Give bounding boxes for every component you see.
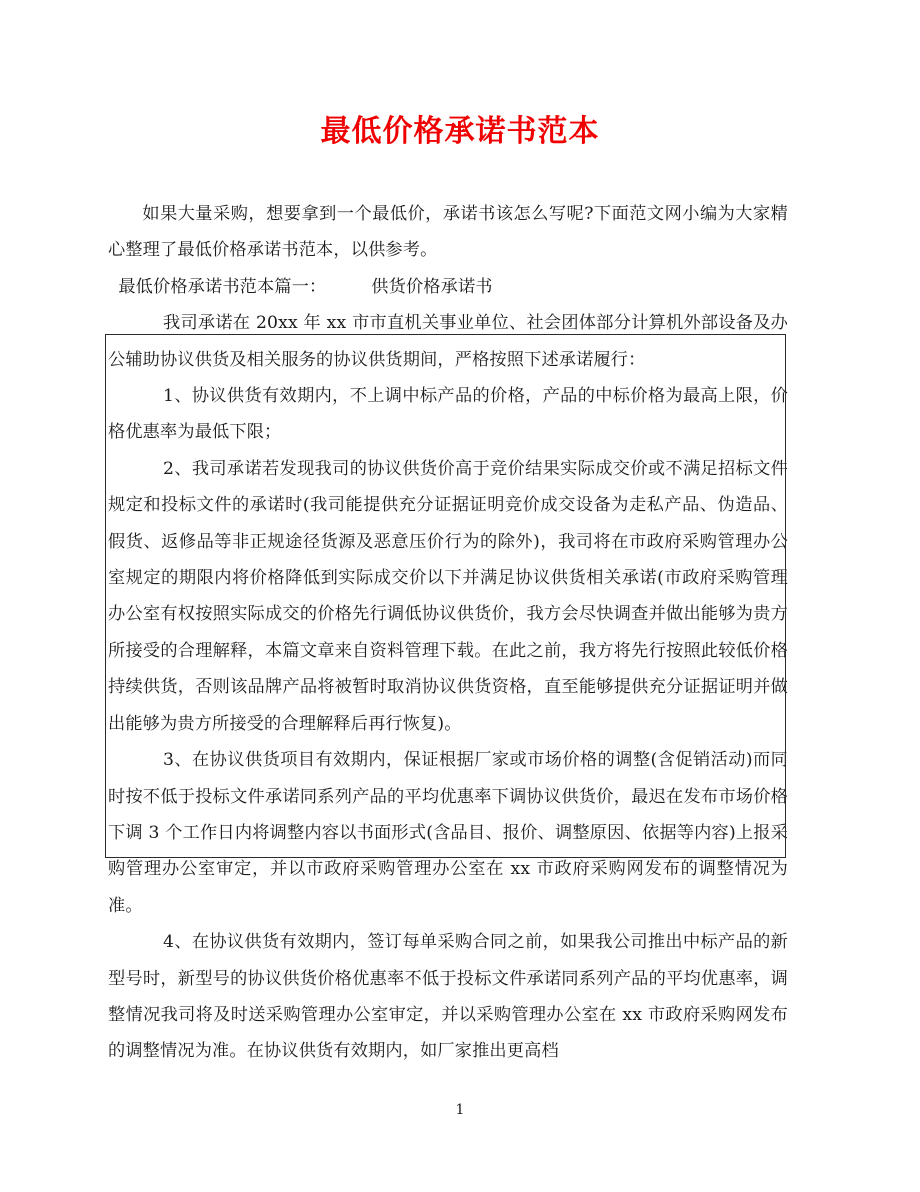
page-title: 最低价格承诺书范本 — [320, 114, 600, 149]
paragraph-item-2: 2、我司承诺若发现我司的协议供货价高于竞价结果实际成交价或不满足招标文件规定和投标文件的承诺时(我司能提供充分证据证明竞价成交设备为走私产品、伪造品、假货、返修品等非正规途径货源及恶意压价行为的除外)，我司将在市政府采购管理办公室规定的期限内将价格降低到实际成交价以下并满足协议供货相关承诺(市政府采购管理办公室有权按照实际成交的价格先行调低协议供货价，我方会尽快调查并做出能够为贵方所接受的合理解释，本篇文章来自资料管理下载。在此之前，我方将先行按照此较低价格持续供货，否则该品牌产品将被暂时取消协议供货资格，直至能够提供充分证据证明并做出能够为贵方所接受的合理解释后再行恢复)。 — [108, 458, 788, 734]
paragraph-section-heading: 最低价格承诺书范本篇一： 供货价格承诺书 — [118, 276, 493, 297]
paragraph-item-1: 1、协议供货有效期内，不上调中标产品的价格，产品的中标价格为最高上限，价格优惠率为最低下限； — [108, 386, 788, 443]
paragraph-intro: 如果大量采购，想要拿到一个最低价，承诺书该怎么写呢?下面范文网小编为大家精心整理了最低价格承诺书范本，以供参考。 — [108, 204, 788, 261]
paragraph-commitment-opening: 我司承诺在 20xx 年 xx 市市直机关事业单位、社会团体部分计算机外部设备及办公辅助协议供货及相关服务的协议供货期间，严格按照下述承诺履行： — [108, 313, 788, 370]
page-number: 1 — [455, 1102, 465, 1118]
document-body — [108, 196, 788, 1070]
paragraph-item-4: 4、在协议供货有效期内，签订每单采购合同之前，如果我公司推出中标产品的新型号时，新型号的协议供货价格优惠率不低于投标文件承诺同系列产品的平均优惠率，调整情况我司将及时送采购管理办公室审定，并以采购管理办公室在 xx 市政府采购网发布的调整情况为准。在协议供货有效期内，如厂家推出更高档 — [108, 932, 788, 1062]
paragraph-item-3: 3、在协议供货项目有效期内，保证根据厂家或市场价格的调整(含促销活动)而同时按不低于投标文件承诺同系列产品的平均优惠率下调协议供货价，最迟在发布市场价格下调 3 个工作日内将调整内容以书面形式(含品目、报价、调整原因、依据等内容)上报采购管理办公室审定，并以市政府采购管理办公室在 xx 市政府采购网发布的调整情况为准。 — [108, 750, 788, 916]
